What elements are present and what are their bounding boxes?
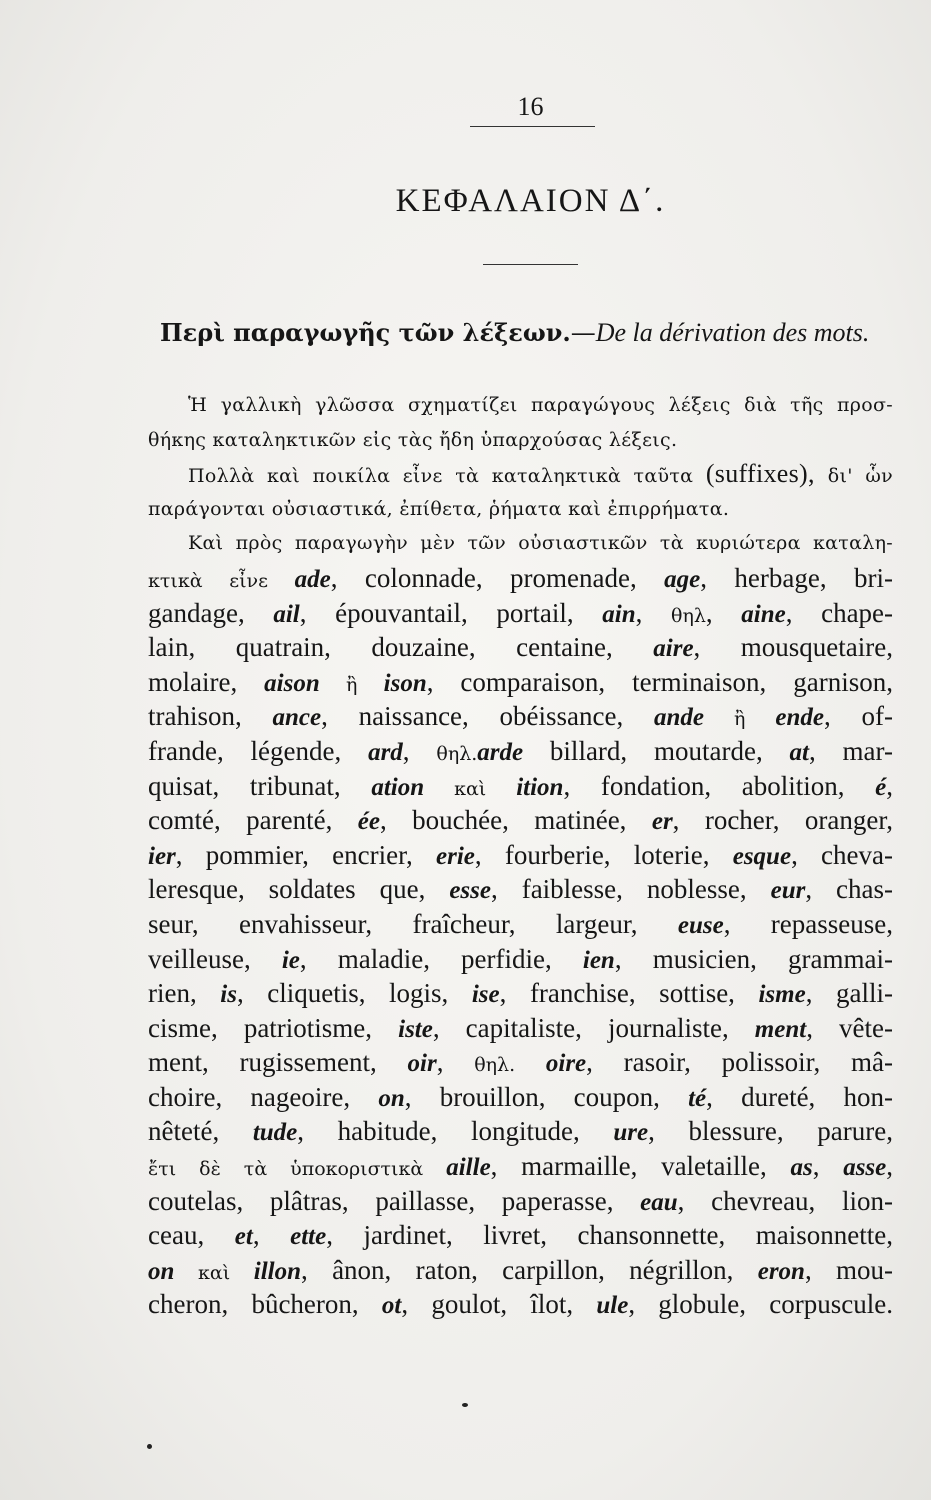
suffix: ard xyxy=(368,738,403,766)
suffix: aille xyxy=(446,1154,491,1182)
text-line: cheron, bûcheron, ot, goulot, îlot, ule, globule, corpuscule. xyxy=(148,1289,893,1320)
heading-greek: Περὶ παραγωγῆς τῶν λέξεων. xyxy=(160,318,571,347)
suffix: et xyxy=(234,1223,253,1251)
text-line: veilleuse, ie, maladie, perfidie, ien, musicien, grammai- xyxy=(148,943,893,974)
suffix: is xyxy=(220,981,237,1009)
suffix: ise xyxy=(471,981,500,1009)
suffix: eur xyxy=(770,877,806,905)
text-line: choire, nageoire, on, brouillon, coupon, té, dureté, hon- xyxy=(148,1081,894,1112)
suffix: ail xyxy=(273,600,300,628)
suffix: ade xyxy=(294,565,331,593)
suffix: é xyxy=(875,773,887,801)
suffix: ition xyxy=(516,773,564,801)
suffix: ison xyxy=(383,669,427,697)
text-line xyxy=(148,526,893,561)
suffix: eron xyxy=(757,1257,805,1285)
suffix: esque xyxy=(732,842,792,870)
suffix: ain xyxy=(602,600,636,628)
suffix: ot xyxy=(381,1292,402,1320)
suffix: on xyxy=(378,1084,405,1112)
text-line xyxy=(148,492,893,527)
chapter-rule xyxy=(483,264,578,265)
text-line: frande, légende, ard, θηλ.arde billard, moutarde, at, mar- xyxy=(148,735,893,766)
text-line: ment, rugissement, oir, θηλ. oire, rasoir, polissoir, mâ- xyxy=(148,1047,893,1078)
greek-text: Καὶ πρὸς παραγωγὴν μὲν τῶν οὐσιαστικῶν τὰ κυριώτερα καταλη- xyxy=(188,532,893,555)
greek-text: Πολλὰ καὶ ποικίλα εἶνε τὰ καταληκτικὰ ταῦτα xyxy=(188,465,706,488)
suffix: euse xyxy=(677,911,724,939)
suffix: aire xyxy=(653,635,694,663)
section-heading xyxy=(160,318,920,348)
text-line xyxy=(148,423,893,458)
suffix: oire xyxy=(545,1050,587,1078)
greek-text: θήκης καταληκτικῶν εἰς τὰς ἤδη ὑπαρχούσας λέξεις. xyxy=(148,428,678,451)
suffix: on xyxy=(148,1257,175,1285)
suffix: arde xyxy=(477,738,524,766)
suffix: eau xyxy=(640,1188,678,1216)
suffix: ette xyxy=(290,1223,327,1251)
suffix: er xyxy=(651,808,673,836)
text-line: κτικὰ εἶνε ade, colonnade, promenade, age, herbage, bri- xyxy=(148,562,893,593)
suffix: at xyxy=(789,738,809,766)
suffix: illon xyxy=(253,1257,302,1285)
text-line: comté, parenté, ée, bouchée, matinée, er, rocher, oranger, xyxy=(148,805,893,836)
suffix: té xyxy=(688,1084,707,1112)
suffix: ande xyxy=(653,704,704,732)
text-line: ceau, et, ette, jardinet, livret, chansonnette, maisonnette, xyxy=(148,1220,894,1251)
text-line: cisme, patriotisme, iste, capitaliste, journaliste, ment, vête- xyxy=(148,1012,893,1043)
body-text xyxy=(148,388,893,1322)
greek-text: δι' ὧν xyxy=(827,465,893,488)
text-line: on καὶ illon, ânon, raton, carpillon, négrillon, eron, mou- xyxy=(148,1254,894,1285)
text-line: ier, pommier, encrier, erie, fourberie, loterie, esque, cheva- xyxy=(148,839,893,870)
chapter-title: ΚΕΦΑΛΑΙΟΝ Δ΄. xyxy=(395,183,666,219)
ink-speck xyxy=(147,1444,152,1449)
text-line: coutelas, plâtras, paillasse, paperasse, eau, chevreau, lion- xyxy=(148,1185,894,1216)
suffix: ende xyxy=(775,704,825,732)
french-text: (suffixes), xyxy=(705,459,828,489)
page-number: 16 xyxy=(517,92,544,121)
suffix: oir xyxy=(407,1050,437,1078)
text-line xyxy=(148,457,893,492)
suffix: age xyxy=(664,565,701,593)
suffix: ien xyxy=(582,946,615,974)
suffix: as xyxy=(790,1154,813,1182)
suffix: erie xyxy=(436,842,475,870)
heading-french: De la dérivation des mots. xyxy=(595,318,870,347)
suffix: isme xyxy=(758,981,806,1009)
greek-text: παράγονται οὐσιαστικά, ἐπίθετα, ῥήματα καὶ ἐπιρρήματα. xyxy=(148,497,730,520)
suffix: ment xyxy=(754,1015,807,1043)
suffix: ier xyxy=(148,842,176,870)
text-line: ἔτι δὲ τὰ ὑποκοριστικὰ aille, marmaille, valetaille, as, asse, xyxy=(148,1151,894,1182)
text-line xyxy=(148,388,893,423)
top-rule xyxy=(470,126,595,127)
heading-dash: — xyxy=(570,318,596,347)
suffix: ure xyxy=(613,1119,649,1147)
text-line: quisat, tribunat, ation καὶ ition, fondation, abolition, é, xyxy=(148,770,894,801)
suffix: tude xyxy=(252,1119,298,1147)
text-line: trahison, ance, naissance, obéissance, ande ἢ ende, of- xyxy=(148,701,894,732)
text-line: molaire, aison ἢ ison, comparaison, terminaison, garnison, xyxy=(148,666,893,697)
text-line: gandage, ail, épouvantail, portail, ain, θηλ, aine, chape- xyxy=(148,597,894,628)
suffix: aison xyxy=(264,669,320,697)
suffix: ation xyxy=(371,773,425,801)
greek-text: Ἡ γαλλικὴ γλῶσσα σχηματίζει παραγώγους λέξεις διὰ τῆς προσ- xyxy=(188,394,893,416)
text-line: seur, envahisseur, fraîcheur, largeur, euse, repasseuse, xyxy=(148,908,893,939)
suffix: asse xyxy=(843,1154,887,1182)
text-line: leresque, soldates que, esse, faiblesse, noblesse, eur, chas- xyxy=(148,874,894,905)
suffix: ie xyxy=(281,946,300,974)
suffix: iste xyxy=(398,1015,433,1043)
text-line: lain, quatrain, douzaine, centaine, aire, mousquetaire, xyxy=(148,632,893,663)
text-line: nêteté, tude, habitude, longitude, ure, blessure, parure, xyxy=(148,1116,893,1147)
suffix: ule xyxy=(596,1292,629,1320)
suffix: aine xyxy=(741,600,786,628)
text-line: rien, is, cliquetis, logis, ise, franchise, sottise, isme, galli- xyxy=(148,978,893,1009)
suffix: ée xyxy=(357,808,380,836)
suffix: ance xyxy=(272,704,322,732)
ink-speck xyxy=(462,1403,468,1407)
suffix: esse xyxy=(449,877,491,905)
